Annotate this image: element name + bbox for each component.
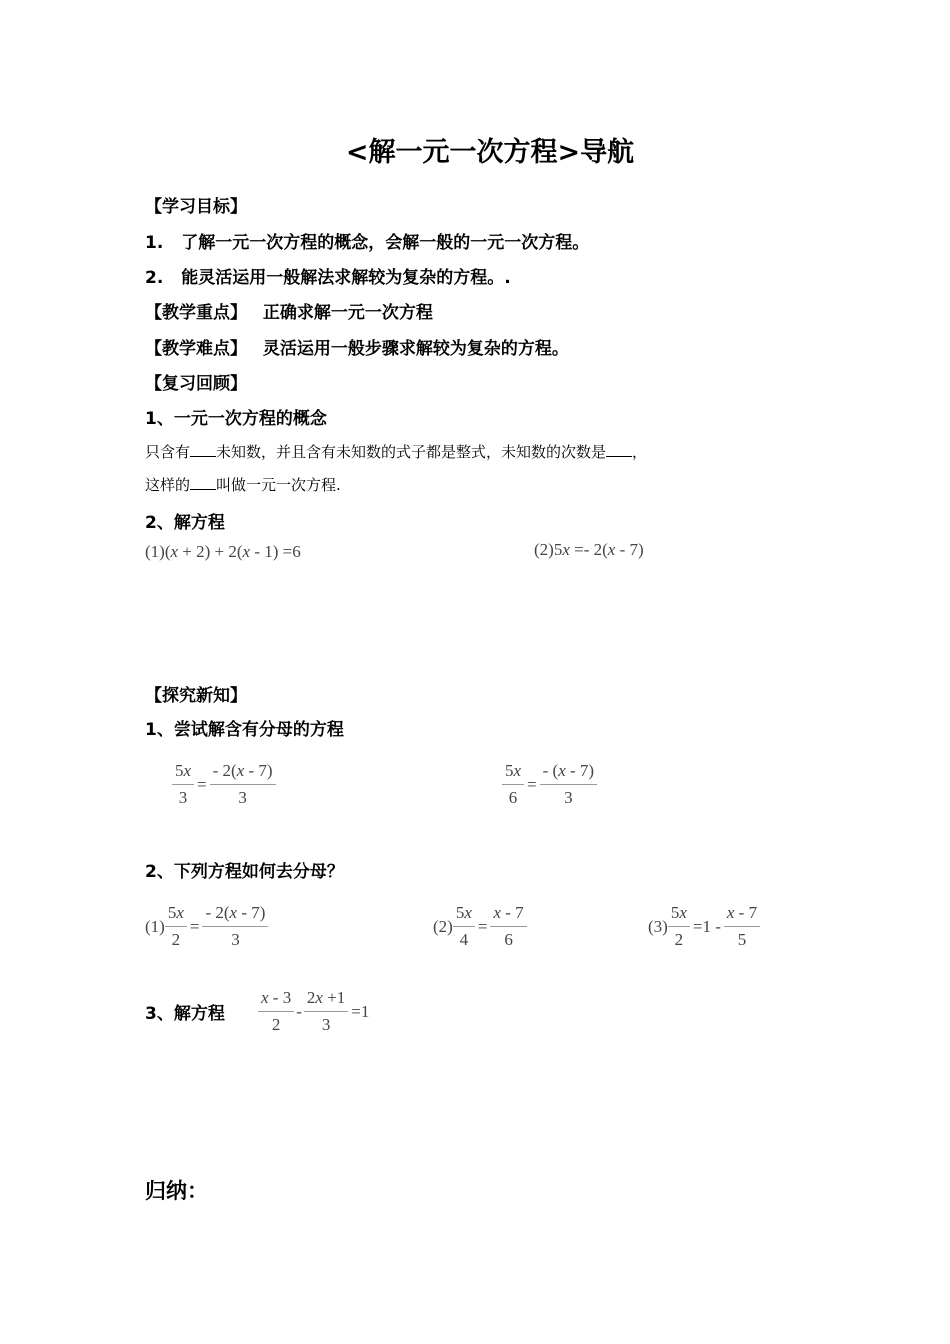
explore-header: 【探究新知】 (145, 686, 247, 706)
num: 5 (175, 761, 184, 780)
fraction (540, 760, 597, 809)
explore-3-title: 3、解方程 (145, 1004, 225, 1024)
eq-part: - 1) =6 (250, 542, 301, 561)
review-2-title: 2、解方程 (145, 513, 225, 533)
den: 3 (321, 1015, 331, 1034)
fraction (202, 902, 268, 951)
blank-3 (190, 475, 216, 490)
num: - 2( (205, 903, 230, 922)
difficult-point (145, 334, 569, 359)
num: - 7) (565, 761, 595, 780)
var: x (513, 761, 522, 780)
goal-1 (145, 228, 589, 253)
equation-explore-1a (172, 760, 276, 809)
equals: =1 - (692, 916, 721, 936)
blank-2 (606, 442, 632, 457)
equation-explore-2a (145, 902, 268, 951)
fraction (668, 902, 690, 951)
review-1-title: 1、一元一次方程的概念 (145, 409, 327, 429)
var: x (261, 988, 269, 1007)
page-title: <解一元一次方程>导航 (345, 137, 635, 168)
review-1-text-c: ， (632, 443, 648, 461)
fraction (172, 760, 194, 809)
equals: = (197, 774, 207, 794)
review-1-text-b: 未知数，并且含有未知数的式子都是整式，未知数的次数是 (216, 443, 607, 461)
minus: - (296, 1001, 302, 1021)
equation-review-2 (534, 540, 644, 560)
fraction (258, 987, 294, 1036)
den: 4 (459, 930, 469, 949)
eq-var: x (562, 540, 570, 559)
equals: = (477, 916, 488, 936)
review-1-text-e: 叫做一元一次方程. (216, 476, 341, 494)
label: (3) (648, 916, 668, 936)
goal-1-text: 了解一元一次方程的概念，会解一般的一元一次方程。 (181, 233, 590, 253)
den: 2 (171, 930, 181, 949)
var: x (229, 903, 238, 922)
equation-explore-2b (433, 902, 527, 951)
eq-part: + 2) + 2( (178, 542, 243, 561)
fraction (490, 902, 526, 951)
explore-1-title: 1、尝试解含有分母的方程 (145, 720, 344, 740)
num: - 7) (244, 761, 273, 780)
num: 2 (306, 988, 316, 1007)
den: 6 (504, 930, 513, 949)
den: 3 (238, 788, 247, 807)
var: x (176, 903, 184, 922)
var: x (679, 903, 687, 922)
den: 5 (737, 930, 747, 949)
equation-review-1 (145, 542, 301, 562)
equals: =1 (351, 1001, 370, 1021)
goals-header: 【学习目标】 (145, 197, 247, 217)
blank-1 (190, 442, 216, 457)
eq-part: (1)( (145, 542, 171, 561)
review-1-text-d: 这样的 (145, 476, 191, 494)
eq-var: x (242, 542, 251, 561)
equation-explore-3 (258, 987, 372, 1036)
var: x (558, 761, 566, 780)
fraction (724, 902, 760, 951)
review-1-line-2 (145, 474, 341, 495)
num: - ( (542, 761, 559, 780)
eq-part: (2)5 (534, 540, 563, 559)
label: (1) (145, 916, 165, 936)
goal-2-text: 能灵活运用一般解法求解较为复杂的方程。. (181, 268, 511, 288)
fraction (165, 902, 187, 951)
den: 2 (674, 930, 684, 949)
eq-part: - 7) (615, 540, 644, 559)
key-point-text: 正确求解一元一次方程 (262, 303, 433, 323)
var: x (183, 761, 192, 780)
eq-var: x (607, 540, 616, 559)
goal-1-number: 1. (145, 233, 164, 253)
den: 3 (231, 930, 240, 949)
den: 3 (178, 788, 188, 807)
num: 5 (455, 903, 465, 922)
equals: = (189, 916, 200, 936)
key-point-header: 【教学重点】 (145, 303, 247, 323)
num: - 3 (268, 988, 292, 1007)
summary-label: 归纳： (145, 1179, 208, 1203)
difficult-point-text: 灵活运用一般步骤求解较为复杂的方程。 (262, 339, 569, 359)
review-header: 【复习回顾】 (145, 374, 247, 394)
num: 5 (167, 903, 177, 922)
var: x (493, 903, 502, 922)
var: x (315, 988, 323, 1007)
fraction (502, 760, 524, 809)
num: 5 (670, 903, 680, 922)
den: 6 (508, 788, 518, 807)
den: 2 (271, 1015, 281, 1034)
eq-part: =- 2( (569, 540, 608, 559)
equation-explore-1b (502, 760, 597, 809)
difficult-point-header: 【教学难点】 (145, 339, 247, 359)
num: - 7) (237, 903, 266, 922)
equals: = (527, 774, 537, 794)
goal-2-number: 2. (145, 268, 164, 288)
fraction (304, 987, 348, 1036)
eq-var: x (170, 542, 179, 561)
review-1-line-1 (145, 441, 647, 462)
fraction (453, 902, 475, 951)
goal-2 (145, 263, 511, 288)
var: x (464, 903, 472, 922)
num: - 7 (734, 903, 758, 922)
label: (2) (433, 916, 453, 936)
var: x (726, 903, 735, 922)
equation-explore-2c (648, 902, 760, 951)
num: - 7 (501, 903, 524, 922)
key-point (145, 298, 433, 323)
num: 5 (505, 761, 514, 780)
num: +1 (322, 988, 346, 1007)
den: 3 (564, 788, 573, 807)
var: x (236, 761, 245, 780)
num: - 2( (212, 761, 237, 780)
review-1-text-a: 只含有 (145, 443, 191, 461)
fraction (210, 760, 276, 809)
explore-2-title: 2、下列方程如何去分母？ (145, 862, 344, 882)
